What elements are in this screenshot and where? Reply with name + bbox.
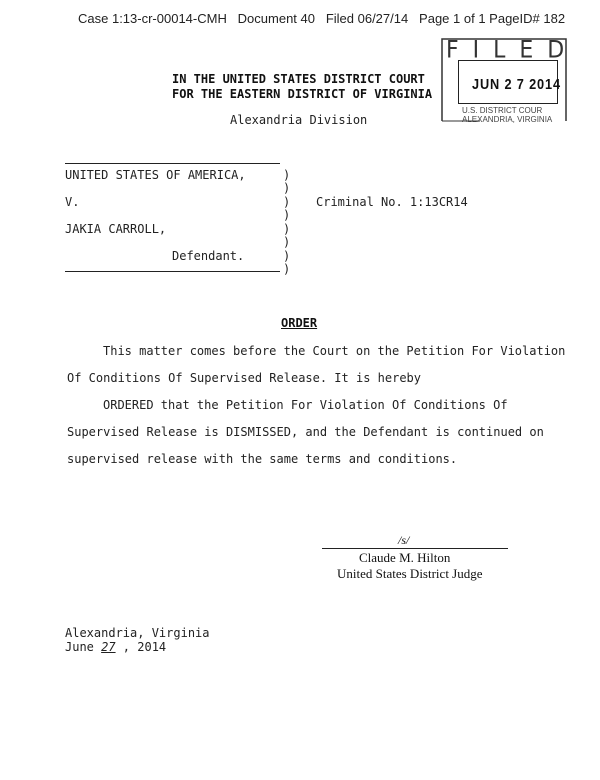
signing-date <box>65 640 166 654</box>
caption-defendant-name: JAKIA CARROLL, <box>65 222 167 236</box>
caption-paren: ) <box>283 235 291 249</box>
order-body-line: supervised release with the same terms and conditions. <box>67 452 458 466</box>
order-body-line: ORDERED that the Petition For Violation Of Conditions Of <box>103 398 508 412</box>
order-body-line: This matter comes before the Court on the Petition For Violation <box>103 344 566 358</box>
signing-date-year: , 2014 <box>115 640 167 654</box>
signature-line <box>322 548 508 549</box>
caption-paren: ) <box>283 208 291 222</box>
caption-paren: ) <box>283 195 291 209</box>
order-body-line: Of Conditions Of Supervised Release. It is hereby <box>67 371 422 385</box>
caption-paren: ) <box>283 222 291 236</box>
stamp-filed-letters: FILED <box>446 36 579 65</box>
court-name-line2: FOR THE EASTERN DISTRICT OF VIRGINIA <box>172 87 433 101</box>
caption-bottom-rule <box>65 271 280 272</box>
caption-versus: V. <box>65 195 80 209</box>
order-body-line: Supervised Release is DISMISSED, and the Defendant is continued on <box>67 425 544 439</box>
case-number: Criminal No. 1:13CR14 <box>316 195 468 209</box>
caption-top-rule <box>65 163 280 164</box>
court-name-line1: IN THE UNITED STATES DISTRICT COURT <box>172 72 425 86</box>
order-title: ORDER <box>281 316 318 330</box>
stamp-court-line2: ALEXANDRIA, VIRGINIA <box>462 115 553 124</box>
ecf-header-line: Case 1:13-cr-00014-CMH Document 40 Filed 06/27/14 Page 1 of 1 PageID# 182 <box>78 11 566 26</box>
caption-paren: ) <box>283 249 291 263</box>
stamp-court-line1: U.S. DISTRICT COUR <box>462 106 543 115</box>
judge-title: United States District Judge <box>337 566 483 581</box>
signing-place: Alexandria, Virginia <box>65 626 210 640</box>
caption-paren: ) <box>283 168 291 182</box>
signing-date-month: June <box>65 640 102 654</box>
stamp-court-name <box>462 106 552 124</box>
signing-date-day: 27 <box>101 640 116 654</box>
judge-name: Claude M. Hilton <box>359 550 451 565</box>
caption-paren: ) <box>283 181 291 195</box>
court-division: Alexandria Division <box>230 113 368 127</box>
stamp-date: JUN 2 7 2014 <box>472 76 561 93</box>
caption-defendant-role: Defendant. <box>172 249 245 263</box>
caption-plaintiff: UNITED STATES OF AMERICA, <box>65 168 246 182</box>
caption-paren: ) <box>283 262 291 276</box>
signature-mark: /s/ <box>398 533 410 547</box>
